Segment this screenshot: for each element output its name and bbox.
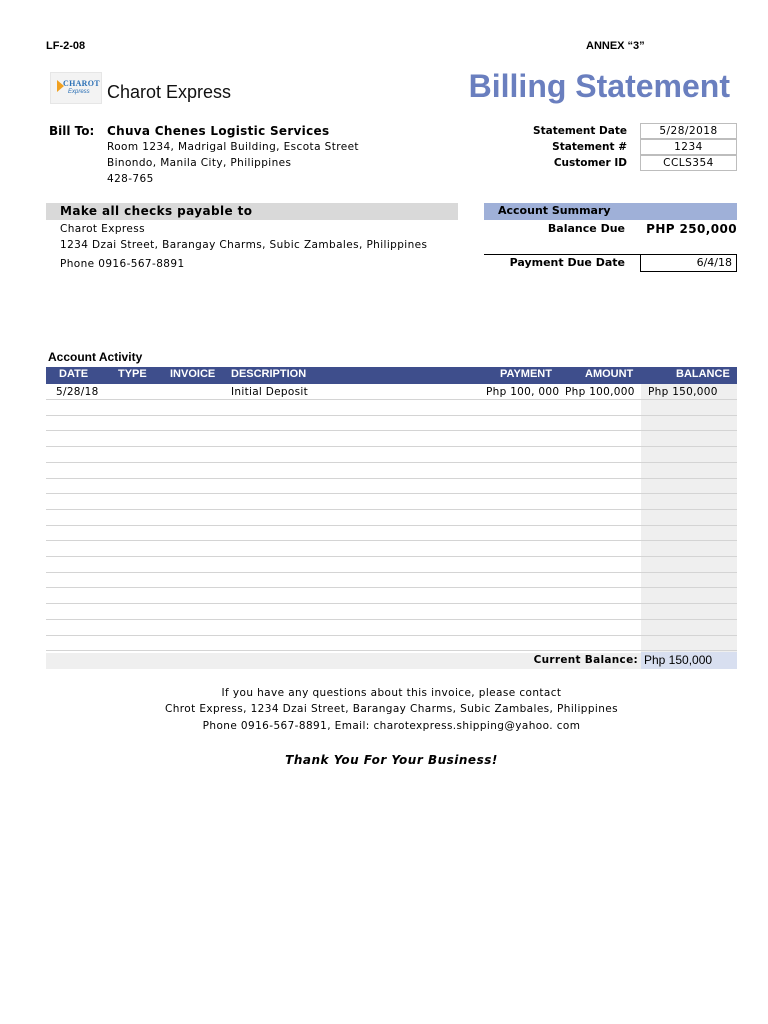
balance-due-label: Balance Due	[547, 222, 625, 235]
col-payment: PAYMENT	[500, 368, 552, 380]
table-row-divider	[46, 650, 737, 651]
table-row-divider	[46, 462, 737, 463]
form-code: LF-2-08	[46, 40, 86, 52]
current-balance-label: Current Balance:	[533, 654, 638, 666]
bill-to-label: Bill To:	[49, 124, 95, 138]
table-row-divider	[46, 587, 737, 588]
row-balance: Php 150,000	[648, 386, 718, 398]
logo-subtext: Express	[68, 89, 90, 95]
thank-you-message: Thank You For Your Business!	[285, 753, 498, 767]
table-row-divider	[46, 540, 737, 541]
table-row-divider	[46, 525, 737, 526]
company-name: Charot Express	[107, 82, 232, 102]
col-amount: AMOUNT	[585, 368, 634, 380]
balance-column-shade	[641, 384, 737, 653]
contact-line2: Chrot Express, 1234 Dzai Street, Barangay Charms, Subic Zambales, Philippines	[164, 703, 619, 715]
col-invoice: INVOICE	[170, 368, 216, 380]
bill-to-name: Chuva Chenes Logistic Services	[107, 124, 330, 138]
col-balance: BALANCE	[676, 368, 730, 380]
table-row-divider	[46, 619, 737, 620]
logo-text: CHAROT	[63, 79, 100, 88]
table-row-divider	[46, 556, 737, 557]
table-row-divider	[46, 430, 737, 431]
payable-address: 1234 Dzai Street, Barangay Charms, Subic Zambales, Philippines	[60, 239, 428, 251]
statement-number-value: 1234	[640, 139, 737, 155]
col-type: TYPE	[118, 368, 147, 380]
page-title: Billing Statement	[468, 68, 730, 104]
current-balance-value: Php 150,000	[641, 652, 737, 669]
account-summary-heading: Account Summary	[498, 204, 611, 217]
balance-due-value: PHP 250,000	[646, 222, 737, 236]
bill-to-phone: 428-765	[107, 173, 154, 185]
table-row-divider	[46, 572, 737, 573]
payment-due-value: 6/4/18	[640, 254, 737, 272]
table-row-divider	[46, 603, 737, 604]
bill-to-address-line1: Room 1234, Madrigal Building, Escota Street	[107, 141, 359, 153]
customer-id-value: CCLS354	[640, 155, 737, 171]
annex-label: ANNEX “3”	[586, 40, 645, 52]
statement-date-label: Statement Date	[533, 125, 627, 137]
payable-phone: Phone 0916-567-8891	[60, 258, 185, 270]
table-row-divider	[46, 509, 737, 510]
statement-date-value: 5/28/2018	[640, 123, 737, 139]
payable-heading: Make all checks payable to	[60, 204, 253, 218]
activity-table-header	[46, 367, 737, 384]
table-row-divider	[46, 493, 737, 494]
row-amount: Php 100,000	[565, 386, 635, 398]
payment-due-label: Payment Due Date	[509, 256, 625, 269]
company-logo	[50, 72, 102, 104]
account-activity-title: Account Activity	[48, 350, 143, 364]
col-description: DESCRIPTION	[231, 368, 307, 380]
statement-number-label: Statement #	[552, 141, 627, 153]
row-payment: Php 100, 000	[486, 386, 560, 398]
customer-id-label: Customer ID	[553, 157, 627, 169]
bill-to-address-line2: Binondo, Manila City, Philippines	[107, 157, 292, 169]
table-row-divider	[46, 399, 737, 400]
table-row-divider	[46, 415, 737, 416]
payment-due-divider	[484, 254, 640, 255]
col-date: DATE	[59, 368, 89, 380]
payable-name: Charot Express	[60, 223, 145, 235]
table-row-divider	[46, 635, 737, 636]
table-row-divider	[46, 446, 737, 447]
contact-line1: If you have any questions about this invoice, please contact	[221, 687, 562, 699]
row-description: Initial Deposit	[231, 386, 309, 398]
contact-line3: Phone 0916-567-8891, Email: charotexpress.shipping@yahoo. com	[202, 720, 581, 732]
row-date: 5/28/18	[56, 386, 99, 398]
table-row-divider	[46, 478, 737, 479]
